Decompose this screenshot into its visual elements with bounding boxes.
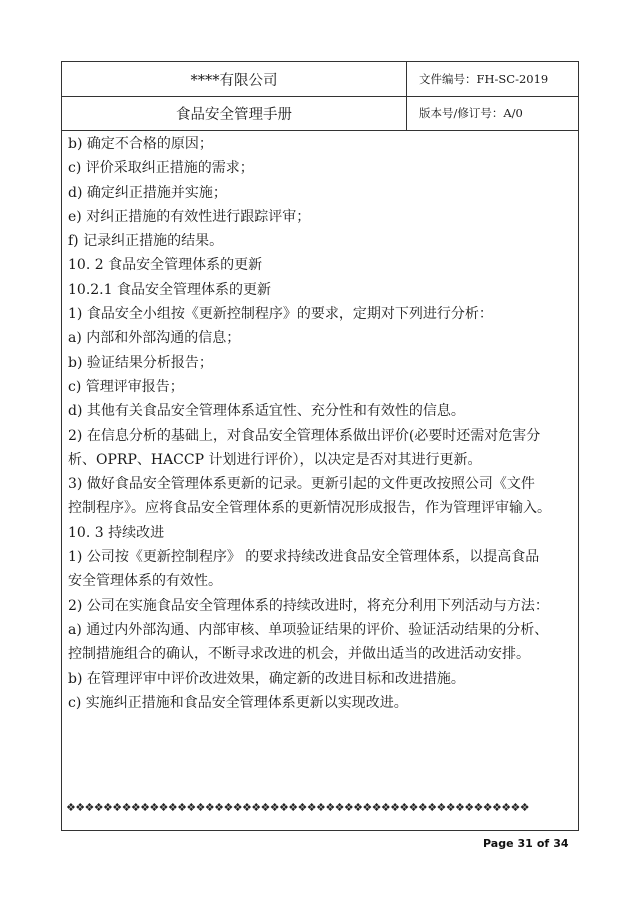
body-line: a) 通过内外部沟通、内部审核、单项验证结果的评价、验证活动结果的分析、 bbox=[68, 621, 549, 638]
body-line: f) 记录纠正措施的结果。 bbox=[68, 233, 224, 250]
page-total: 34 bbox=[553, 837, 569, 850]
body-line: 控制程序》。应将食品安全管理体系的更新情况形成报告，作为管理评审输入。 bbox=[68, 500, 551, 517]
page-number bbox=[483, 837, 573, 850]
body-line: c) 实施纠正措施和食品安全管理体系更新以实现改进。 bbox=[68, 694, 408, 711]
body-line: 3) 做好食品安全管理体系更新的记录。更新引起的文件更改按照公司《文件 bbox=[68, 476, 535, 493]
document-frame bbox=[61, 61, 579, 831]
body-line: 2) 在信息分析的基础上，对食品安全管理体系做出评价(必要时还需对危害分 bbox=[68, 427, 541, 444]
body-line: b) 验证结果分析报告； bbox=[68, 354, 213, 371]
body-line: b) 在管理评审中评价改进效果，确定新的改进目标和改进措施。 bbox=[68, 670, 465, 687]
manual-title: 食品安全管理手册 bbox=[62, 96, 407, 130]
body-line: c) 管理评审报告； bbox=[68, 378, 184, 395]
subsection-heading: 10.2.1 食品安全管理体系的更新 bbox=[68, 281, 271, 298]
body-line: 2) 公司在实施食品安全管理体系的持续改进时，将充分利用下列活动与方法： bbox=[68, 597, 549, 614]
company-name: ****有限公司 bbox=[62, 62, 407, 96]
body-line: a) 内部和外部沟通的信息； bbox=[68, 330, 241, 347]
body-line: d) 其他有关食品安全管理体系适宜性、充分性和有效性的信息。 bbox=[68, 403, 465, 420]
section-heading: 10. 2 食品安全管理体系的更新 bbox=[68, 257, 263, 274]
page-word: Page bbox=[483, 837, 514, 850]
body-line: 析、OPRP、HACCP 计划进行评价），以决定是否对其进行更新。 bbox=[68, 451, 482, 468]
section-heading: 10. 3 持续改进 bbox=[68, 524, 165, 541]
version-number: 版本号/修订号：A/0 bbox=[419, 106, 523, 120]
page-current: 31 bbox=[517, 837, 533, 850]
body-line: 1) 公司按《更新控制程序》 的要求持续改进食品安全管理体系，以提高食品 bbox=[68, 549, 540, 566]
body-line: 控制措施组合的确认，不断寻求改进的机会，并做出适当的改进活动安排。 bbox=[68, 646, 530, 663]
body-line: e) 对纠正措施的有效性进行跟踪评审； bbox=[68, 208, 311, 225]
body-line: b) 确定不合格的原因； bbox=[68, 136, 213, 152]
body-line: c) 评价采取纠正措施的需求； bbox=[68, 160, 254, 177]
decorative-border: ❖❖❖❖❖❖❖❖❖❖❖❖❖❖❖❖❖❖❖❖❖❖❖❖❖❖❖❖❖❖❖❖❖❖❖❖❖❖❖❖❖❖❖❖❖❖❖❖❖❖ bbox=[66, 801, 530, 814]
body-line: d) 确定纠正措施并实施； bbox=[68, 184, 227, 201]
header-row-company bbox=[62, 62, 578, 97]
header-row-title bbox=[62, 96, 578, 131]
body-line: 1) 食品安全小组按《更新控制程序》的要求，定期对下列进行分析： bbox=[68, 306, 493, 323]
body-line: 安全管理体系的有效性。 bbox=[68, 573, 222, 590]
document-body bbox=[68, 132, 574, 715]
document-number: 文件编号：FH-SC-2019 bbox=[419, 72, 549, 86]
page-of: of bbox=[536, 837, 550, 850]
